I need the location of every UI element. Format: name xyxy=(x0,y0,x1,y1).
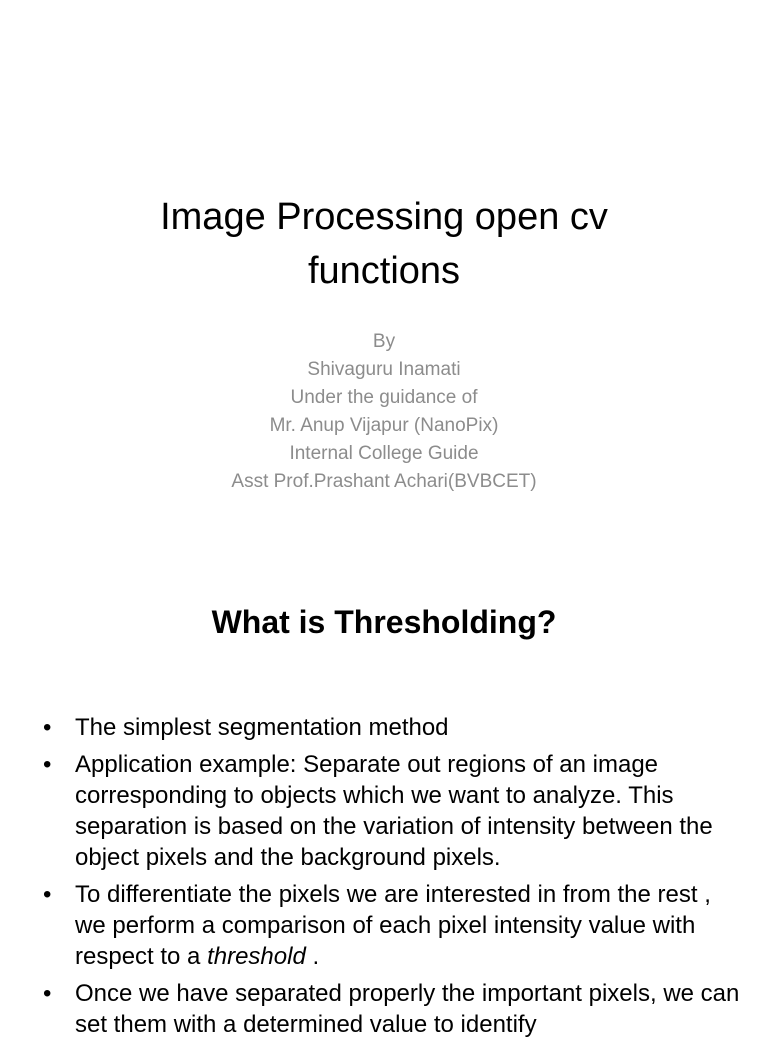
bullet-text-start: To differentiate the pixels we are interested in from the rest , we perform a comparison of each pixel intensity value with respect to a xyxy=(75,881,711,970)
section-heading: What is Thresholding? xyxy=(211,604,557,640)
credit-line-internal-guide-label: Internal College Guide xyxy=(289,443,479,464)
slide-title xyxy=(0,190,768,298)
bullet-text xyxy=(75,881,711,970)
credit-line-guidance: Under the guidance of xyxy=(290,387,478,408)
credit-line-by: By xyxy=(372,331,396,352)
credit-line-internal-guide: Asst Prof.Prashant Achari(BVBCET) xyxy=(231,471,537,492)
bullet-icon: • xyxy=(43,751,52,778)
slide-title-line-1: Image Processing open cv xyxy=(160,196,608,238)
bullet-icon: • xyxy=(43,714,52,741)
bullet-list xyxy=(43,712,743,1046)
slide-title-line-2: functions xyxy=(307,250,461,292)
credit-line-guide: Mr. Anup Vijapur (NanoPix) xyxy=(269,415,499,436)
bullet-text-end: . xyxy=(305,943,320,970)
bullet-text: The simplest segmentation method xyxy=(75,714,449,741)
list-item xyxy=(43,978,743,1040)
bullet-icon: • xyxy=(43,980,52,1007)
bullet-icon: • xyxy=(43,881,52,908)
list-item xyxy=(43,712,743,743)
bullet-text: Once we have separated properly the important pixels, we can set them with a determined value to identify xyxy=(75,980,740,1038)
credit-line-author: Shivaguru Inamati xyxy=(307,359,461,380)
author-credits xyxy=(0,328,768,496)
bullet-text: Application example: Separate out regions of an image corresponding to objects which we want to analyze. This separation is based on the variation of intensity between the object pixels and the background pixels. xyxy=(75,751,713,871)
list-item xyxy=(43,879,743,972)
bullet-text-emphasis: threshold xyxy=(207,943,306,970)
list-item xyxy=(43,749,743,873)
